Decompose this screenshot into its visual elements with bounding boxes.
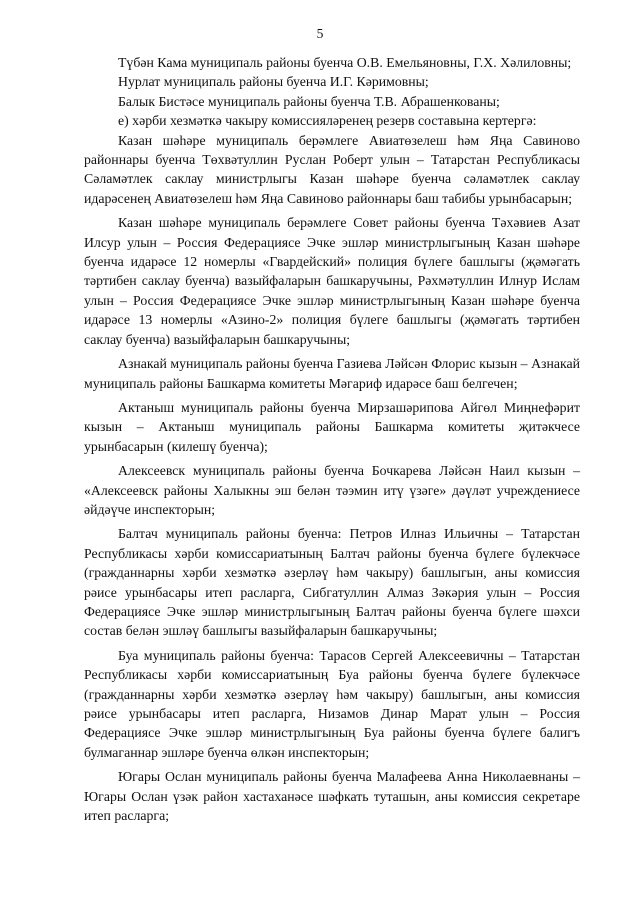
paragraph-balyk-bistese: Балык Бистәсе муниципаль районы буенча Т.В. Абрашенкованы;: [118, 93, 500, 109]
paragraph-tuban-kama: Түбән Кама муниципаль районы буенча О.В. Емельяновны, Г.Х. Хәлиловны;: [118, 55, 572, 70]
paragraph-aktanysh: Актаныш муниципаль районы буенча Мирзашәрипова Айгөл Миңнефәрит кызын – Актаныш муниципаль районы Башкарма комитеты җитәкчесе урынбасарын (килешү буенча);: [84, 399, 580, 454]
paragraph-bua: Буа муниципаль районы буенча: Тарасов Сергей Алексеевичны – Татарстан Республикасы хәрби комиссариатының Буа районы буенча бүлеге бүлекчәсе (гражданнарны хәрби хезмәткә әзерләү һәм чакыру) башлыгын, аны комиссия рәисе урынбасары итеп расларга, Низамов Динар Марат улын – Россия Федерациясе Эчке эшләр министрлыгының Буа районы буенча бүлеге балигъ булмаганнар эшләре буенча өлкән инспекторын;: [84, 647, 580, 760]
paragraph-yugary-oslan: Югары Ослан муниципаль районы буенча Малафеева Анна Николаевнаны – Югары Ослан үзәк район хастаханәсе шәфкать туташын, аны комиссия секретаре итеп расларга;: [84, 769, 580, 824]
document-body: [84, 53, 580, 825]
paragraph-kazan-sovet: Казан шәһәре муниципаль берәмлеге Совет районы буенча Тәхәвиев Азат Илсур улын – Россия Федерациясе Эчке эшләр министрлыгының Казан шәһәре буенча идарәсе 12 номерлы «Гвардейский» полиция бүлеге башлыгы (җәмәгать тәртибен саклау буенча) вазыйфаларын башкаручыны, Рәхмәтуллин Илнур Ислам улын – Россия Федерациясе Эчке эшләр министрлыгының Казан шәһәре буенча идарәсе 13 номерлы «Азино-2» полиция бүлеге башлыгы (җәмәгать тәртибен саклау буенча) вазыйфаларын башкаручыны;: [84, 215, 580, 347]
paragraph-aznakay: Азнакай муниципаль районы буенча Газиева Ләйсән Флорис кызын – Азнакай муниципаль районы Башкарма комитеты Мәгариф идарәсе баш белгечен;: [84, 356, 580, 391]
paragraph-baltach: Балтач муниципаль районы буенча: Петров Илназ Ильичны – Татарстан Республикасы хәрби комиссариатының Балтач районы буенча бүлеге бүлекчәсе (гражданнарны хәрби хезмәткә әзерләү һәм чакыру) башлыгын, аны комиссия рәисе урынбасары итеп расларга, Сибгатуллин Алмаз Зәкәрия улын – Россия Федерациясе Эчке эшләр министрлыгының Балтач районы буенча бүлеге шәхси состав белән эшләү башлыгы вазыйфаларын башкаручыны;: [84, 526, 580, 639]
paragraph-section-e-heading: е) хәрби хезмәткә чакыру комиссияләренең резерв составына кертергә:: [118, 113, 537, 129]
paragraph-kazan-aviatozelesh: Казан шәһәре муниципаль берәмлеге Авиатөзелеш һәм Яңа Савиново районнары буенча Төхвәтуллин Руслан Роберт улын – Татарстан Республикасы Сәламәтлек саклау министрлыгы Казан шәһәре буенча сәламәтлек саклау идарәсенең Авиатөзелеш һәм Яңа Савиново районнары баш табибы урынбасарын;: [84, 132, 580, 206]
paragraph-nurlat: Нурлат муниципаль районы буенча И.Г. Кәримовны;: [118, 74, 429, 90]
page-number: 5: [316, 26, 324, 41]
paragraph-alekseevsk: Алексеевск муниципаль районы буенча Бочкарева Ләйсән Наил кызын – «Алексеевск районы Халыкны эш белән тәэмин итү үзәге» дәүләт учреждениесе әйдәүче инспекторын;: [84, 463, 580, 517]
